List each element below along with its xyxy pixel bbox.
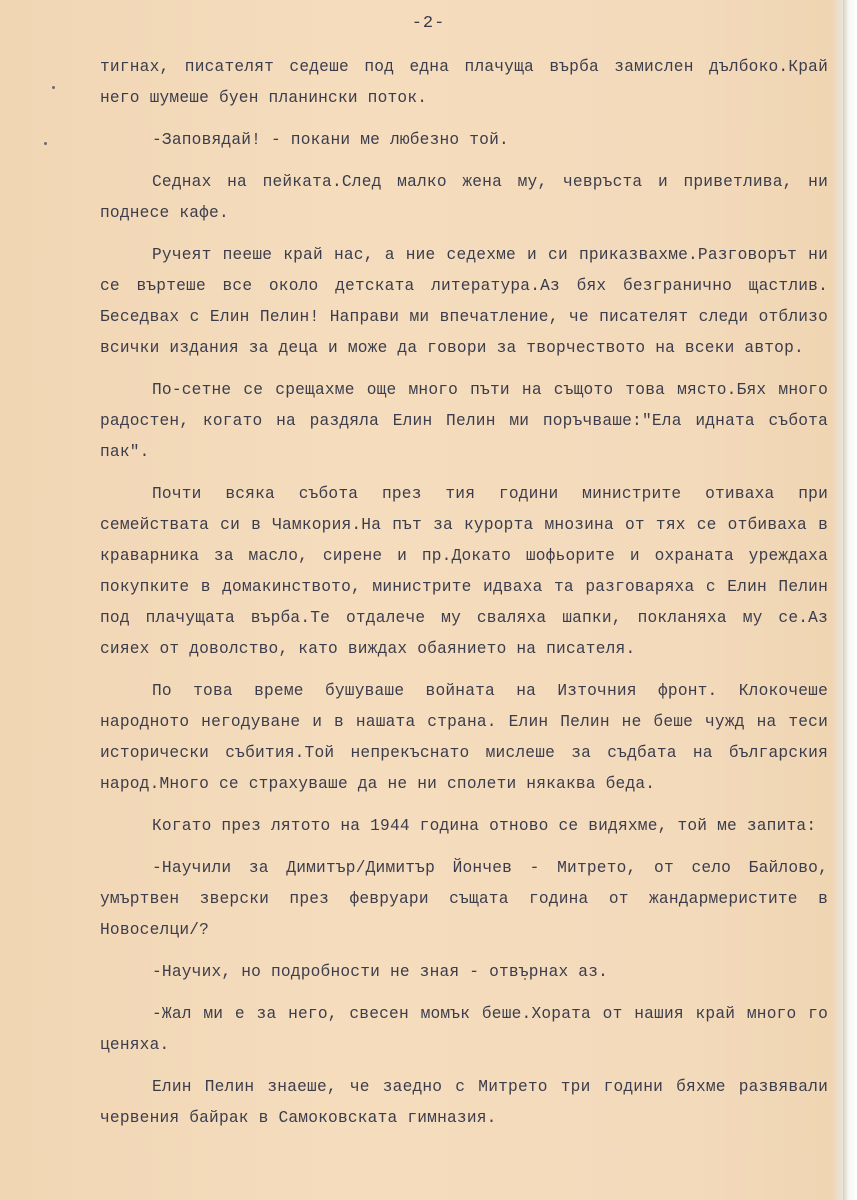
paragraph-11: -Жал ми е за него, свесен момък беше.Хората от нашия край много го ценяха. xyxy=(100,1005,828,1054)
page-edge xyxy=(843,0,857,1200)
paragraph-8: Когато през лятото на 1944 година отново се видяхме, той ме запита: xyxy=(152,817,817,835)
paper-speck xyxy=(44,142,47,145)
paragraph-12: Елин Пелин знаеше, че заедно с Митрето три години бяхме развявали червения байрак в Самоковската гимназия. xyxy=(100,1078,828,1127)
paragraph-2: -Заповядай! - покани ме любезно той. xyxy=(152,131,509,149)
typed-text xyxy=(100,52,828,1145)
paragraph-9: -Научили за Димитър/Димитър Йончев - Митрето, от село Байлово, умъртвен зверски през февруари същата година от жандармеристите в Новоселци/? xyxy=(100,859,828,939)
paragraph-7: По това време бушуваше войната на Източния фронт. Клокочеше народното негодуване и в нашата страна. Елин Пелин не беше чужд на теси исторически събития.Той непрекъснато мислеше за съдбата на българския народ.Много се страхуваше да не ни сполети някаква беда. xyxy=(100,682,828,793)
paragraph-6: Почти всяка събота през тия години министрите отиваха при семействата си в Чамкория.На път за курорта мнозина от тях се отбиваха в краварника за масло, сирене и пр.Докато шофьорите и охраната уреждаха покупките в домакинството, министрите идваха та разговаряха с Елин Пелин под плачущата върба.Те отдалече му сваляха шапки, покланяха му се.Аз сияех от доволство, като виждах обаянието на писателя. xyxy=(100,485,828,658)
paper-speck xyxy=(52,86,55,89)
paragraph-5: По-сетне се срещахме още много пъти на същото това място.Бях много радостен, когато на раздяла Елин Пелин ми поръчваше:"Ела идната събота пак". xyxy=(100,381,828,461)
paragraph-4: Ручеят пееше край нас, а ние седехме и си приказвахме.Разговорът ни се въртеше все около детската литература.Аз бях безгранично щастлив. Беседвах с Елин Пелин! Направи ми впечатление, че писателят следи отблизо всички издания за деца и може да говори за творчеството на всеки автор. xyxy=(100,246,828,357)
paragraph-3: Седнах на пейката.След малко жена му, чевръста и приветлива, ни поднесе кафе. xyxy=(100,173,828,222)
paragraph-1: тигнах, писателят седеше под една плачуща върба замислен дълбоко.Край него шумеше буен планински поток. xyxy=(100,58,828,107)
page-number: -2- xyxy=(411,14,446,33)
paragraph-10: -Научих, но подробности не зная - отвърнах аз. xyxy=(152,963,609,981)
